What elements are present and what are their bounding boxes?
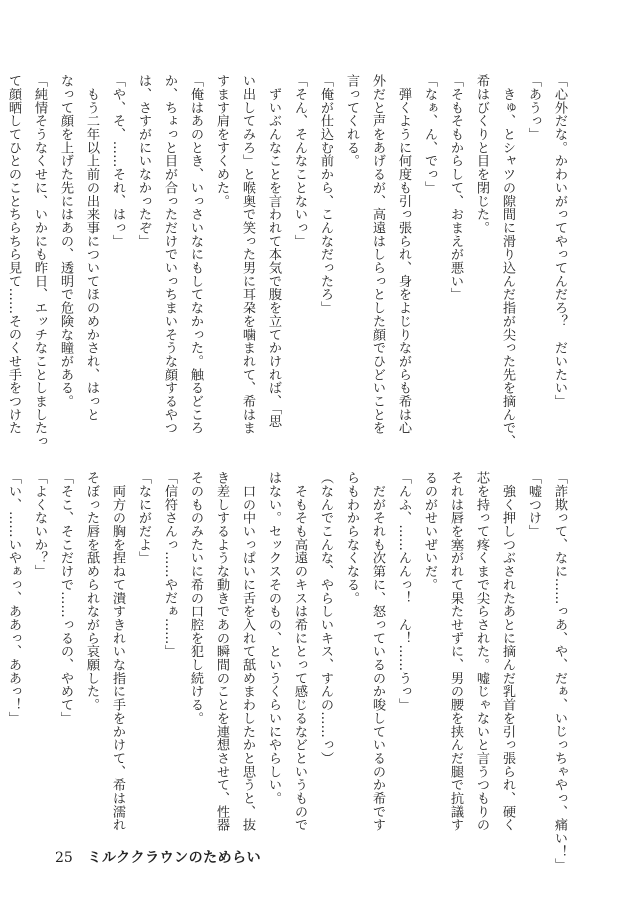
- text-line: 「俺が仕込む前から、こんなだったろ」: [318, 74, 333, 315]
- text-line: はない。セックスそのもの、というくらいにやらしい。: [266, 471, 281, 805]
- text-line: らもわからなくなる。: [344, 471, 359, 605]
- text-line: すます肩をすくめた。: [214, 74, 229, 208]
- text-line: だがそれも次第に、怒っているのか唆しているのか希です: [370, 471, 385, 832]
- text-line: 「そん、そんなことないっ」: [292, 74, 307, 248]
- text-line: 両方の胸を捏ねて潰すきれいな指に手をかけて、希は濡れ: [110, 471, 125, 832]
- text-line: （なんでこんな、やらしいキス、すんの……っ）: [318, 471, 333, 765]
- text-line: 「嘘つけ」: [526, 471, 541, 538]
- text-line: 「なぁ、ん、でっ」: [422, 74, 437, 195]
- text-line: もう二年以上前の出来事についてほのめかされ、はっと: [84, 74, 99, 422]
- text-line: 外だと声をあげるが、高遠はしらっとした顔でひどいことを: [370, 74, 385, 435]
- text-line: は、さすがにいなかったぞ」: [136, 74, 151, 248]
- text-line: そぼった唇を舐められながら哀願した。: [84, 471, 99, 712]
- text-line: 口の中いっぱいに舌を入れて舐めまわしたかと思うと、抜: [240, 471, 255, 832]
- text-line: 「んふ、……んんっ！ ん！……うっ」: [396, 471, 411, 712]
- text-line: 希はびくりと目を閉じた。: [474, 74, 489, 235]
- text-line: 「純情そうなくせに、いかにも昨日、エッチなことしましたっ: [32, 74, 47, 448]
- page-number: 25: [55, 850, 73, 866]
- text-line: そのものみたいに希の口腔を犯し続ける。: [188, 471, 203, 725]
- text-line: それは唇を塞がれて果たせずに、男の腰を挟んだ腿で抗議す: [448, 471, 463, 832]
- text-line: るのがせいぜいだ。: [422, 471, 437, 592]
- text-line: 「い、……いやぁっ、ああっ、ああっ！」: [6, 471, 21, 725]
- text-line: 「よくないか？」: [32, 471, 47, 578]
- text-line: て顔晒してひとのことちらちら見て……そのくせ手をつけた: [6, 74, 21, 435]
- top-text-block: [6, 74, 572, 448]
- book-title: ミルククラウンのためらい: [87, 850, 262, 866]
- text-line: 芯を持って疼くまで尖らされた。嘘じゃないと言うつもりの: [474, 471, 489, 832]
- page-footer: [55, 847, 261, 867]
- text-line: ずいぶんなことを言われて本気で腹を立てかければ、「思: [266, 74, 281, 428]
- text-line: き差しするような動きであの瞬間のことを連想させて、性器: [214, 471, 229, 832]
- text-line: 「や、そ、……それ、はっ」: [110, 74, 125, 248]
- text-line: 強く押しつぶされたあとに摘んだ乳首を引っ張られ、硬く: [500, 471, 515, 832]
- text-line: 「あうっ」: [526, 74, 541, 141]
- text-line: 弾くように何度も引っ張られ、身をよじりながらも希は心: [396, 74, 411, 435]
- text-line: 「詐欺って、なに……っあ、や、だぁ、いじっちゃやっ、痛い！」: [552, 471, 567, 872]
- text-line: 「そもそもからして、おまえが悪い」: [448, 74, 463, 301]
- text-line: なって顔を上げた先にはあの、透明で危険な瞳がある。: [58, 74, 73, 408]
- text-line: そもそも高遠のキスは希にとって感じるなどというもので: [292, 471, 307, 832]
- text-line: 「心外だな。かわいがってやってんだろ？ だいたい」: [552, 74, 567, 408]
- text-line: 「俺はあのとき、いっさいなにもしてなかった。触るどころ: [188, 74, 203, 435]
- text-line: きゅ、とシャツの隙間に滑り込んだ指が尖った先を摘んで、: [500, 74, 515, 448]
- text-line: か、ちょっと目が合っただけでいっちまいそうな顔するやつ: [162, 74, 177, 435]
- text-line: 言ってくれる。: [344, 74, 359, 168]
- text-line: 「そこ、そこだけで……っるの、やめて」: [58, 471, 73, 725]
- text-line: 「なにがだよ」: [136, 471, 151, 565]
- text-line: 「信符さんっ……やだぁ……」: [162, 471, 177, 658]
- text-line: い出してみろ」と喉奥で笑った男に耳朶を噛まれて、希はま: [240, 74, 255, 435]
